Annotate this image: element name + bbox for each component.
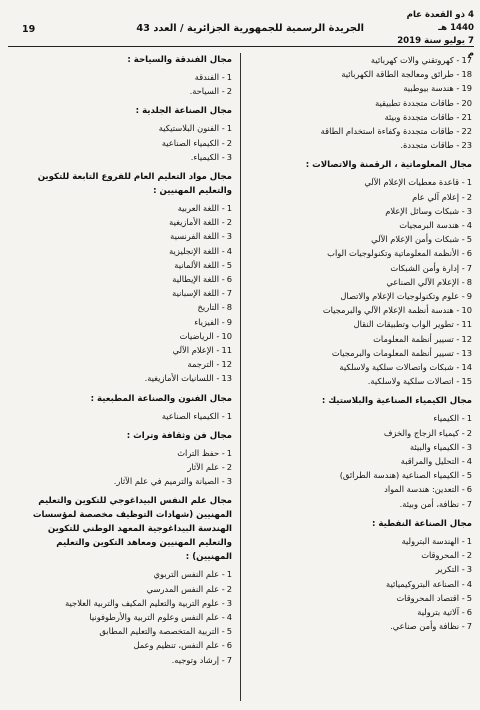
- list-item: [14, 446, 232, 460]
- item-number: 5: [466, 592, 472, 603]
- section-heading: مجال مواد التعليم العام للفروع التابعة للتكوين والتعليم المهنيين :: [37, 172, 232, 197]
- item-number: 7: [466, 498, 472, 509]
- list-item: [254, 67, 472, 81]
- list-item: [254, 110, 472, 124]
- item-separator: -: [213, 330, 220, 341]
- item-text: نظافة، أمن وبيئة.: [399, 498, 460, 509]
- list-item: [14, 121, 232, 135]
- item-separator: -: [459, 191, 465, 202]
- list-item: [254, 426, 472, 440]
- item-separator: -: [213, 359, 220, 370]
- item-separator: -: [219, 476, 225, 487]
- section-heading: مجال الكيمياء الصناعية والبلاستيك :: [321, 396, 472, 407]
- list-item: [254, 562, 472, 576]
- item-text: نظافة وأمن صناعي.: [390, 621, 460, 632]
- list-item: [254, 218, 472, 232]
- item-separator: -: [459, 564, 465, 575]
- list-item: [14, 201, 232, 215]
- list-item: [254, 534, 472, 548]
- list-item: [254, 482, 472, 496]
- list-item: [254, 440, 472, 454]
- item-separator: -: [219, 569, 225, 580]
- list-item: [14, 286, 232, 300]
- item-number: 4: [226, 245, 232, 256]
- list-item: [14, 409, 232, 423]
- item-separator: -: [219, 626, 225, 637]
- item-text: تسيير أنظمة المعلومات والبرمجيات: [331, 347, 454, 358]
- item-number: 1: [466, 413, 472, 424]
- item-text: الكيمياء.: [190, 151, 220, 162]
- item-number: 21: [461, 111, 472, 122]
- list-item: [14, 329, 232, 343]
- item-text: طاقات متجددة وكفاءة استخدام الطاقة: [320, 126, 454, 137]
- item-text: تطوير الواب وتطبيقات النقال: [353, 319, 454, 330]
- item-number: 13: [221, 373, 232, 384]
- list-item: [254, 497, 472, 511]
- item-number: 4: [466, 578, 472, 589]
- item-number: 3: [466, 205, 472, 216]
- item-separator: -: [459, 578, 465, 589]
- list-item: [254, 605, 472, 619]
- item-text: اللغة الأمازيغية: [169, 217, 220, 228]
- list-item: [14, 272, 232, 286]
- item-text: تسيير أنظمة المعلومات: [373, 333, 454, 344]
- item-text: آلاتية بترولية: [417, 606, 460, 617]
- item-separator: -: [459, 177, 465, 188]
- item-separator: -: [219, 151, 225, 162]
- list-item: [254, 204, 472, 218]
- list-item: [254, 454, 472, 468]
- item-separator: -: [453, 333, 460, 344]
- item-number: 23: [461, 140, 472, 151]
- item-text: إدارة وأمن الشبكات: [390, 262, 460, 273]
- item-separator: -: [459, 456, 465, 467]
- item-separator: -: [459, 441, 465, 452]
- item-number: 12: [221, 359, 232, 370]
- item-number: 2: [226, 86, 232, 97]
- item-text: اتصالات سلكية ولاسلكية.: [367, 376, 454, 387]
- item-separator: -: [219, 274, 225, 285]
- item-text: الصناعة البتروكيميائية: [386, 578, 460, 589]
- item-number: 17: [461, 55, 472, 65]
- item-separator: -: [459, 470, 465, 481]
- list-item: [14, 70, 232, 84]
- item-text: الكيمياء: [433, 413, 460, 424]
- item-text: التاريخ: [197, 302, 220, 313]
- item-separator: -: [459, 262, 465, 273]
- section-heading: مجال الفنون والصناعة المطبعية :: [90, 393, 232, 404]
- item-number: 22: [461, 126, 472, 137]
- list-item: [254, 190, 472, 204]
- list-item: [14, 258, 232, 272]
- item-text: اللغة الفرنسية: [170, 231, 220, 242]
- item-separator: -: [219, 583, 225, 594]
- item-text: التكرير: [435, 564, 460, 575]
- item-text: إرشاد وتوجيه.: [171, 654, 220, 665]
- item-separator: -: [459, 234, 465, 245]
- list-item: [254, 591, 472, 605]
- item-number: 20: [461, 97, 472, 108]
- item-text: التحليل والمراقبة: [400, 456, 460, 467]
- item-text: علم النفس المدرسي: [146, 583, 220, 594]
- date-gregorian: 7 يوليو سنة 2019 م: [397, 36, 474, 59]
- item-number: 7: [466, 262, 472, 273]
- item-text: الكيمياء الصناعية: [161, 137, 220, 148]
- item-separator: -: [219, 612, 225, 623]
- journal-title: الجريدة الرسمية للجمهورية الجزائرية / العدد 43: [136, 23, 364, 34]
- item-separator: -: [459, 606, 465, 617]
- item-number: 2: [226, 217, 232, 228]
- item-number: 1: [466, 177, 472, 188]
- list-item: [254, 619, 472, 633]
- list-item: [14, 136, 232, 150]
- item-number: 12: [461, 333, 472, 344]
- item-text: طاقات متجددة تطبيقية: [375, 97, 454, 108]
- item-text: الفيزياء: [194, 316, 220, 327]
- left-column: [14, 53, 232, 667]
- list-item: [254, 411, 472, 425]
- item-text: اللغة الإنجليزية: [169, 245, 220, 256]
- item-text: شبكات وأمن الإعلام الآلي: [371, 234, 460, 245]
- list-item: [254, 303, 472, 317]
- item-text: التربية المتخصصة والتعليم المطابق: [99, 626, 220, 637]
- item-text: هندسة أنظمة الإعلام الآلي والبرمجيات: [322, 305, 454, 316]
- section-heading: مجال الصناعة الجلدية :: [135, 106, 232, 117]
- item-separator: -: [219, 72, 225, 82]
- list-item: [254, 53, 472, 67]
- item-text: شبكات واتصالات سلكية ولاسلكية: [339, 362, 454, 373]
- item-separator: -: [219, 123, 225, 134]
- list-item: [254, 468, 472, 482]
- list-item: [254, 360, 472, 374]
- item-text: الأنظمة المعلوماتية وتكنولوجيات الواب: [327, 248, 460, 259]
- item-text: اللسانيات الأمازيغية.: [144, 373, 214, 384]
- item-number: 2: [466, 427, 472, 438]
- item-text: قاعدة معطيات الإعلام الآلي: [364, 177, 460, 188]
- item-separator: -: [219, 302, 225, 313]
- journal-page: [8, 6, 474, 706]
- item-number: 1: [226, 569, 232, 580]
- list-item: [254, 246, 472, 260]
- item-text: هندسة البرمجيات: [399, 220, 460, 231]
- item-text: شبكات وسائل الإعلام: [385, 205, 460, 216]
- item-number: 14: [461, 362, 472, 373]
- list-item: [254, 317, 472, 331]
- list-item: [14, 150, 232, 164]
- item-number: 1: [466, 535, 472, 546]
- item-number: 15: [461, 376, 472, 387]
- item-text: علوم التربية والتعليم المكيف والتربية العلاجية: [65, 597, 220, 608]
- item-separator: -: [459, 484, 465, 495]
- list-item: [14, 624, 232, 638]
- item-text: اللغة الإيطالية: [172, 274, 220, 285]
- list-item: [254, 548, 472, 562]
- item-number: 4: [226, 612, 232, 623]
- item-separator: -: [459, 248, 465, 259]
- item-number: 5: [466, 234, 472, 245]
- item-text: طرائق ومعالجة الطاقة الكهربائية: [341, 69, 454, 80]
- item-text: المحروقات: [421, 550, 460, 561]
- item-text: الفنون البلاستيكية: [158, 123, 220, 134]
- item-separator: -: [459, 220, 465, 231]
- item-separator: -: [219, 462, 225, 473]
- item-separator: -: [219, 203, 225, 214]
- list-item: [14, 567, 232, 581]
- item-text: الكيمياء الصناعية: [161, 410, 220, 421]
- item-separator: -: [459, 592, 465, 603]
- item-text: الفندقة: [194, 72, 220, 82]
- item-text: اللغة الإسبانية: [172, 288, 220, 299]
- item-number: 7: [226, 654, 232, 665]
- item-number: 6: [226, 640, 232, 651]
- item-separator: -: [459, 276, 465, 287]
- item-number: 6: [466, 484, 472, 495]
- item-text: اللغة الألمانية: [174, 259, 220, 270]
- item-separator: -: [219, 259, 225, 270]
- section-heading: مجال الصناعة النفطية :: [371, 518, 472, 529]
- item-number: 11: [221, 345, 232, 356]
- item-number: 3: [466, 564, 472, 575]
- list-item: [14, 357, 232, 371]
- item-separator: -: [213, 345, 220, 356]
- item-separator: -: [219, 288, 225, 299]
- item-number: 19: [461, 83, 472, 94]
- item-number: 5: [466, 470, 472, 481]
- list-item: [254, 96, 472, 110]
- item-separator: -: [219, 410, 225, 421]
- item-text: علم النفس، تنظيم وعمل: [133, 640, 220, 651]
- item-text: الهندسة البترولية: [401, 535, 460, 546]
- list-item: [254, 275, 472, 289]
- item-text: حفظ التراث: [177, 447, 220, 458]
- item-number: 2: [466, 191, 472, 202]
- right-column: [254, 53, 472, 633]
- list-item: [254, 261, 472, 275]
- list-item: [14, 229, 232, 243]
- list-item: [14, 474, 232, 488]
- item-text: الإعلام الآلي الصناعي: [386, 276, 460, 287]
- list-item: [14, 653, 232, 667]
- list-item: [14, 610, 232, 624]
- item-separator: -: [459, 550, 465, 561]
- item-text: الكيمياء الصناعية (هندسة الطرائق): [339, 470, 460, 481]
- section-heading: مجال علم النفس البيداغوجي للتكوين والتعليم المهنيين (شهادات التوظيف مخصصة لمؤسسات الهندسة البيداغوجية المعهد الوطني للتكوين والتعليم المهنيين ومعاهد التكوين والتعليم المهنيين) :: [32, 496, 232, 563]
- item-number: 3: [226, 151, 232, 162]
- item-number: 4: [466, 220, 472, 231]
- item-separator: -: [459, 413, 465, 424]
- item-separator: -: [219, 137, 225, 148]
- item-separator: -: [219, 640, 225, 651]
- item-number: 18: [461, 69, 472, 80]
- list-item: [14, 244, 232, 258]
- item-text: الكيمياء والبيئة: [409, 441, 460, 452]
- item-separator: -: [219, 597, 225, 608]
- item-separator: -: [219, 231, 225, 242]
- item-separator: -: [453, 376, 460, 387]
- item-number: 2: [226, 462, 232, 473]
- item-separator: -: [453, 69, 460, 80]
- list-item: [14, 215, 232, 229]
- item-separator: -: [459, 205, 465, 216]
- item-number: 1: [226, 72, 232, 82]
- item-separator: -: [459, 291, 465, 302]
- list-item: [254, 232, 472, 246]
- list-item: [254, 81, 472, 95]
- item-number: 7: [466, 621, 472, 632]
- item-number: 5: [226, 259, 232, 270]
- list-item: [14, 638, 232, 652]
- list-item: [14, 343, 232, 357]
- item-separator: -: [453, 140, 460, 151]
- list-item: [254, 289, 472, 303]
- list-item: [14, 596, 232, 610]
- item-separator: -: [219, 447, 225, 458]
- item-number: 5: [226, 626, 232, 637]
- item-number: 4: [466, 456, 472, 467]
- section-heading: مجال الفندقة والسياحة :: [127, 55, 232, 65]
- list-item: [254, 374, 472, 388]
- item-number: 1: [226, 447, 232, 458]
- column-divider: [240, 53, 241, 701]
- item-separator: -: [453, 362, 460, 373]
- item-number: 10: [461, 305, 472, 316]
- item-number: 8: [466, 276, 472, 287]
- item-number: 2: [226, 137, 232, 148]
- item-text: الترجمة: [187, 359, 214, 370]
- item-number: 2: [226, 583, 232, 594]
- item-text: علم الآثار: [187, 462, 220, 473]
- page-number: 19: [22, 24, 36, 35]
- item-number: 9: [466, 291, 472, 302]
- item-separator: -: [453, 111, 460, 122]
- page-header: [8, 6, 474, 59]
- section-heading: مجال فن وثقافة وتراث :: [126, 430, 232, 441]
- item-number: 3: [226, 231, 232, 242]
- item-text: الصيانة والترميم في علم الآثار.: [113, 476, 220, 487]
- item-number: 3: [226, 476, 232, 487]
- item-separator: -: [453, 55, 460, 65]
- item-number: 6: [466, 606, 472, 617]
- list-item: [254, 175, 472, 189]
- item-separator: -: [459, 427, 465, 438]
- item-separator: -: [453, 83, 460, 94]
- item-number: 2: [466, 550, 472, 561]
- item-text: اقتصاد المحروقات: [396, 592, 460, 603]
- item-separator: -: [453, 97, 460, 108]
- item-number: 8: [226, 302, 232, 313]
- list-item: [14, 582, 232, 596]
- item-separator: -: [453, 319, 460, 330]
- list-item: [254, 332, 472, 346]
- item-separator: -: [459, 498, 465, 509]
- item-number: 6: [226, 274, 232, 285]
- item-text: علوم وتكنولوجيات الإعلام والاتصال: [340, 291, 460, 302]
- item-number: 1: [226, 203, 232, 214]
- item-number: 7: [226, 288, 232, 299]
- item-text: طاقات متجددة وبيئة: [384, 111, 454, 122]
- item-text: الرياضيات: [179, 330, 214, 341]
- list-item: [254, 346, 472, 360]
- item-text: الإعلام الآلي: [172, 345, 214, 356]
- item-separator: -: [453, 305, 460, 316]
- item-text: إعلام آلي عام: [412, 191, 460, 202]
- date-hijri: 4 ذو القعدة عام 1440 هـ: [406, 10, 474, 33]
- item-separator: -: [453, 126, 460, 137]
- list-item: [254, 124, 472, 138]
- list-item: [14, 371, 232, 385]
- list-item: [14, 84, 232, 98]
- list-item: [14, 315, 232, 329]
- item-separator: -: [459, 621, 465, 632]
- item-text: كيمياء الزجاج والخزف: [383, 427, 460, 438]
- item-text: طاقات متجددة.: [400, 140, 454, 151]
- item-number: 9: [226, 316, 232, 327]
- item-separator: -: [219, 316, 225, 327]
- item-text: هندسة بيوطبية: [403, 83, 454, 94]
- list-item: [254, 138, 472, 152]
- item-separator: -: [459, 535, 465, 546]
- item-text: علم النفس التربوي: [153, 569, 220, 580]
- item-text: كهروتقني والات كهربائية: [370, 55, 454, 65]
- list-item: [14, 460, 232, 474]
- item-text: التعدين: هندسة المواد: [384, 484, 460, 495]
- item-text: اللغة العربية: [177, 203, 220, 214]
- section-heading: مجال المعلوماتية ، الرقمنة والاتصالات :: [305, 160, 472, 171]
- item-number: 3: [466, 441, 472, 452]
- item-number: 11: [461, 319, 472, 330]
- item-separator: -: [219, 217, 225, 228]
- item-separator: -: [219, 86, 225, 97]
- item-separator: -: [453, 347, 460, 358]
- item-number: 1: [226, 123, 232, 134]
- item-text: علم النفس وعلوم التربية والأرطوفونيا: [89, 612, 220, 623]
- item-number: 3: [226, 597, 232, 608]
- list-item: [14, 300, 232, 314]
- item-separator: -: [213, 373, 220, 384]
- list-item: [254, 577, 472, 591]
- item-number: 6: [466, 248, 472, 259]
- item-separator: -: [219, 245, 225, 256]
- item-text: السياحة.: [189, 86, 220, 97]
- item-number: 13: [461, 347, 472, 358]
- item-separator: -: [219, 654, 225, 665]
- item-number: 1: [226, 410, 232, 421]
- item-number: 10: [221, 330, 232, 341]
